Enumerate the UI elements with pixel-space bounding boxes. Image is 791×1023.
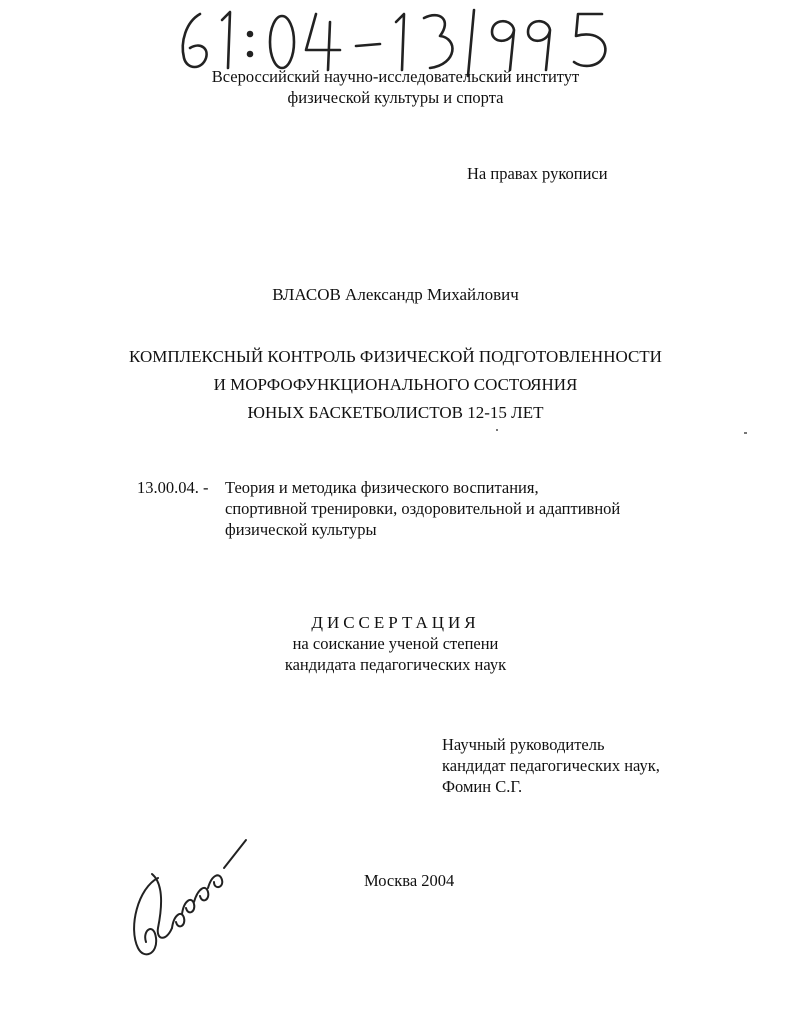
dissertation-block [0, 612, 791, 675]
handwritten-signature [118, 818, 258, 968]
specialty-line-3: физической культуры [225, 520, 377, 539]
specialty-description [225, 477, 620, 540]
title-line-1: КОМПЛЕКСНЫЙ КОНТРОЛЬ ФИЗИЧЕСКОЙ ПОДГОТОВЛЕННОСТИ [129, 347, 662, 366]
dissertation-line-1: на соискание ученой степени [292, 634, 499, 653]
dissertation-heading: ДИССЕРТАЦИЯ [311, 613, 480, 632]
supervisor-block [442, 734, 660, 797]
city-year: Москва 2004 [364, 871, 455, 890]
scan-speck [496, 429, 498, 431]
title-line-3: ЮНЫХ БАСКЕТБОЛИСТОВ 12-15 ЛЕТ [247, 403, 544, 422]
rights-note: На правах рукописи [467, 164, 608, 183]
author-name: ВЛАСОВ Александр Михайлович [272, 285, 519, 304]
specialty-line-1: Теория и методика физического воспитания, [225, 478, 539, 497]
supervisor-name: Фомин С.Г. [442, 777, 523, 796]
institute-name [0, 66, 791, 108]
institute-line-1: Всероссийский научно-исследовательский институт [211, 67, 580, 86]
supervisor-degree: кандидат педагогических наук, [442, 756, 660, 775]
scan-speck [744, 432, 747, 434]
dissertation-title [0, 343, 791, 427]
specialty-code: 13.00.04. - [137, 478, 209, 497]
institute-line-2: физической культуры и спорта [287, 88, 504, 107]
supervisor-role: Научный руководитель [442, 735, 605, 754]
dissertation-line-2: кандидата педагогических наук [284, 655, 507, 674]
specialty-line-2: спортивной тренировки, оздоровительной и адаптивной [225, 499, 621, 518]
title-line-2: И МОРФОФУНКЦИОНАЛЬНОГО СОСТОЯНИЯ [213, 375, 578, 394]
specialty-block [137, 477, 657, 547]
